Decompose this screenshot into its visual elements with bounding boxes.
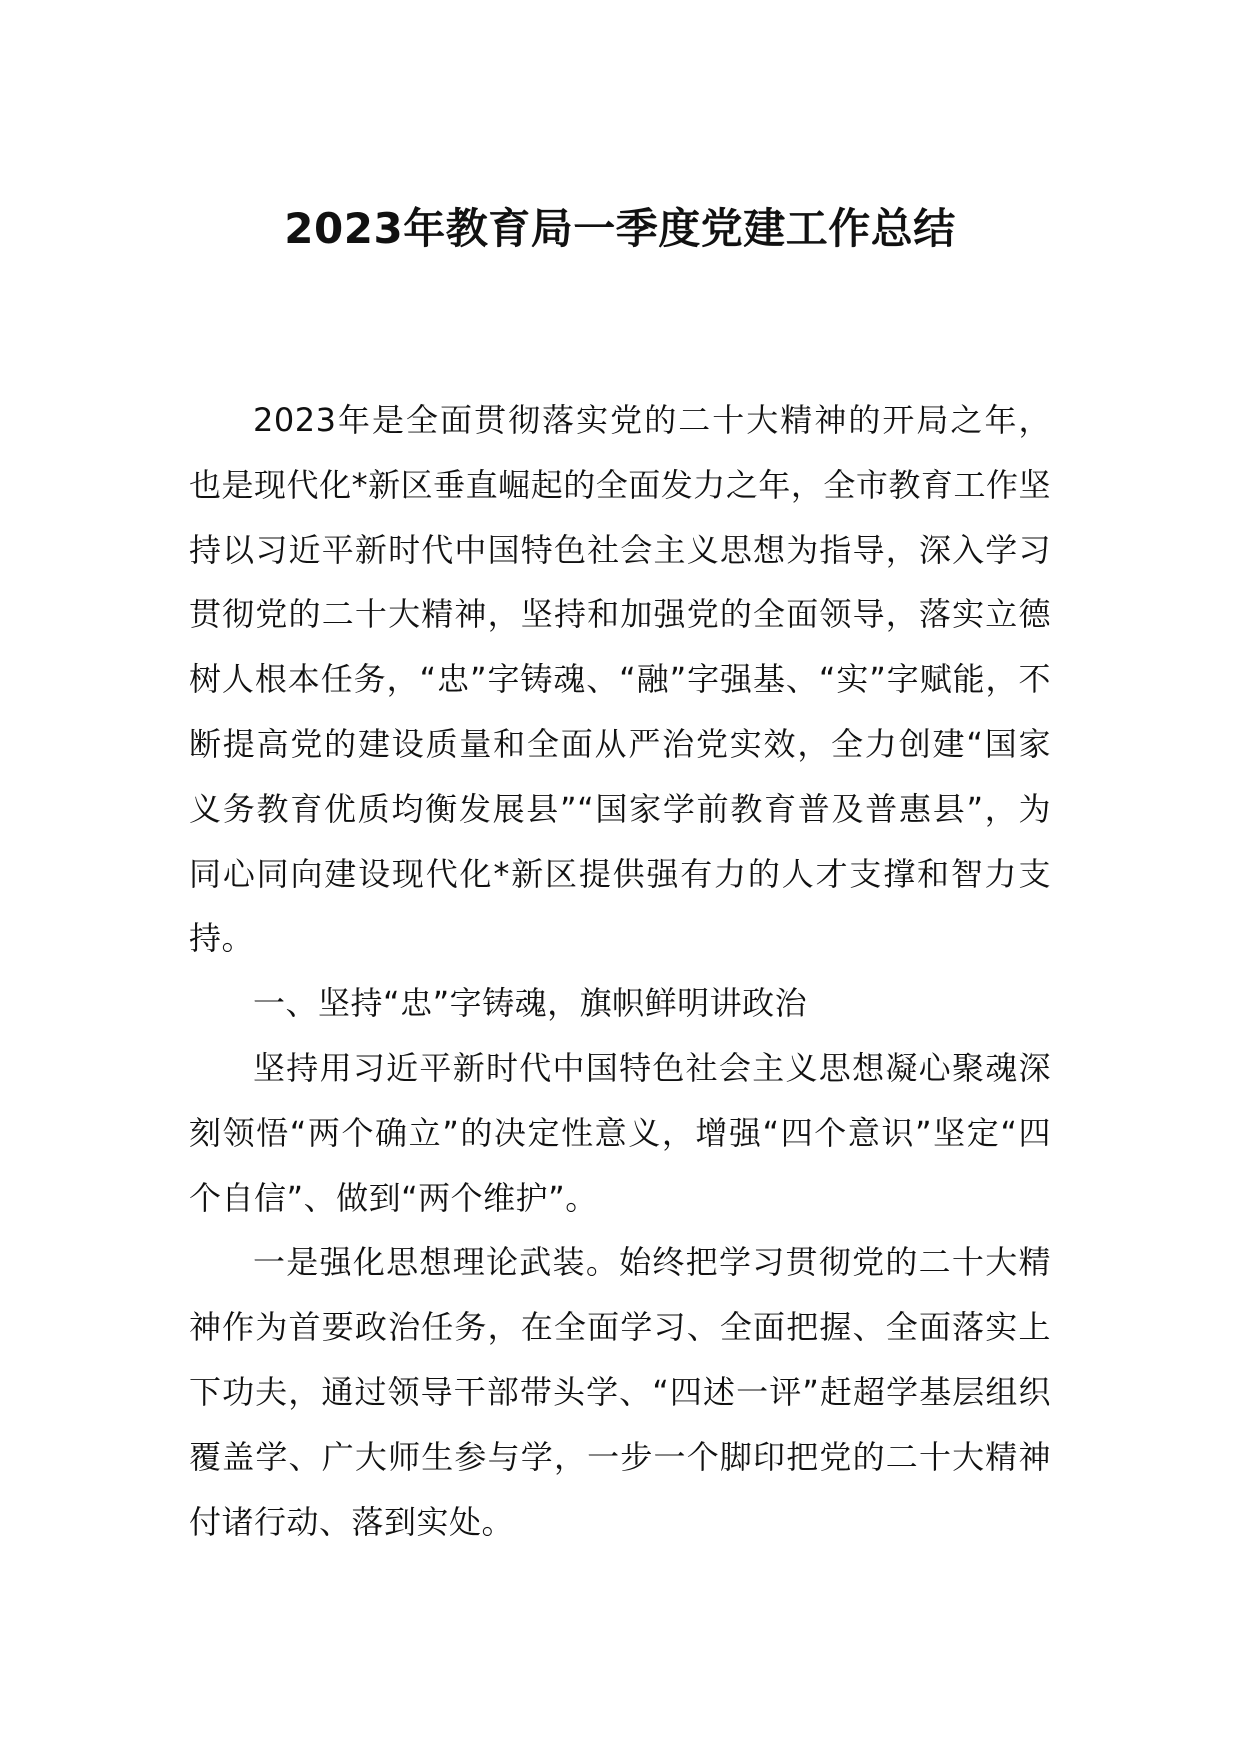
paragraph-section-1-summary: 坚持用习近平新时代中国特色社会主义思想凝心聚魂深刻领悟“两个确立”的决定性意义，增强“四个意识”坚定“四个自信”、做到“两个维护”。 bbox=[189, 1048, 1051, 1217]
section-heading-1: 一、坚持“忠”字铸魂，旗帜鲜明讲政治 bbox=[253, 984, 808, 1023]
document-title: 2023年教育局一季度党建工作总结 bbox=[284, 204, 956, 253]
document-body bbox=[189, 388, 1051, 1554]
paragraph-point-1: 一是强化思想理论武装。始终把学习贯彻党的二十大精神作为首要政治任务，在全面学习、全面把握、全面落实上下功夫，通过领导干部带头学、“四述一评”赶超学基层组织覆盖学、广大师生参与学，一步一个脚印把党的二十大精神付诸行动、落到实处。 bbox=[189, 1243, 1051, 1541]
paragraph-intro: 2023年是全面贯彻落实党的二十大精神的开局之年，也是现代化*新区垂直崛起的全面发力之年，全市教育工作坚持以习近平新时代中国特色社会主义思想为指导，深入学习贯彻党的二十大精神，坚持和加强党的全面领导，落实立德树人根本任务，“忠”字铸魂、“融”字强基、“实”字赋能，不断提高党的建设质量和全面从严治党实效，全力创建“国家义务教育优质均衡发展县”“国家学前教育普及普惠县”，为同心同向建设现代化*新区提供强有力的人才支撑和智力支持。 bbox=[189, 401, 1051, 958]
